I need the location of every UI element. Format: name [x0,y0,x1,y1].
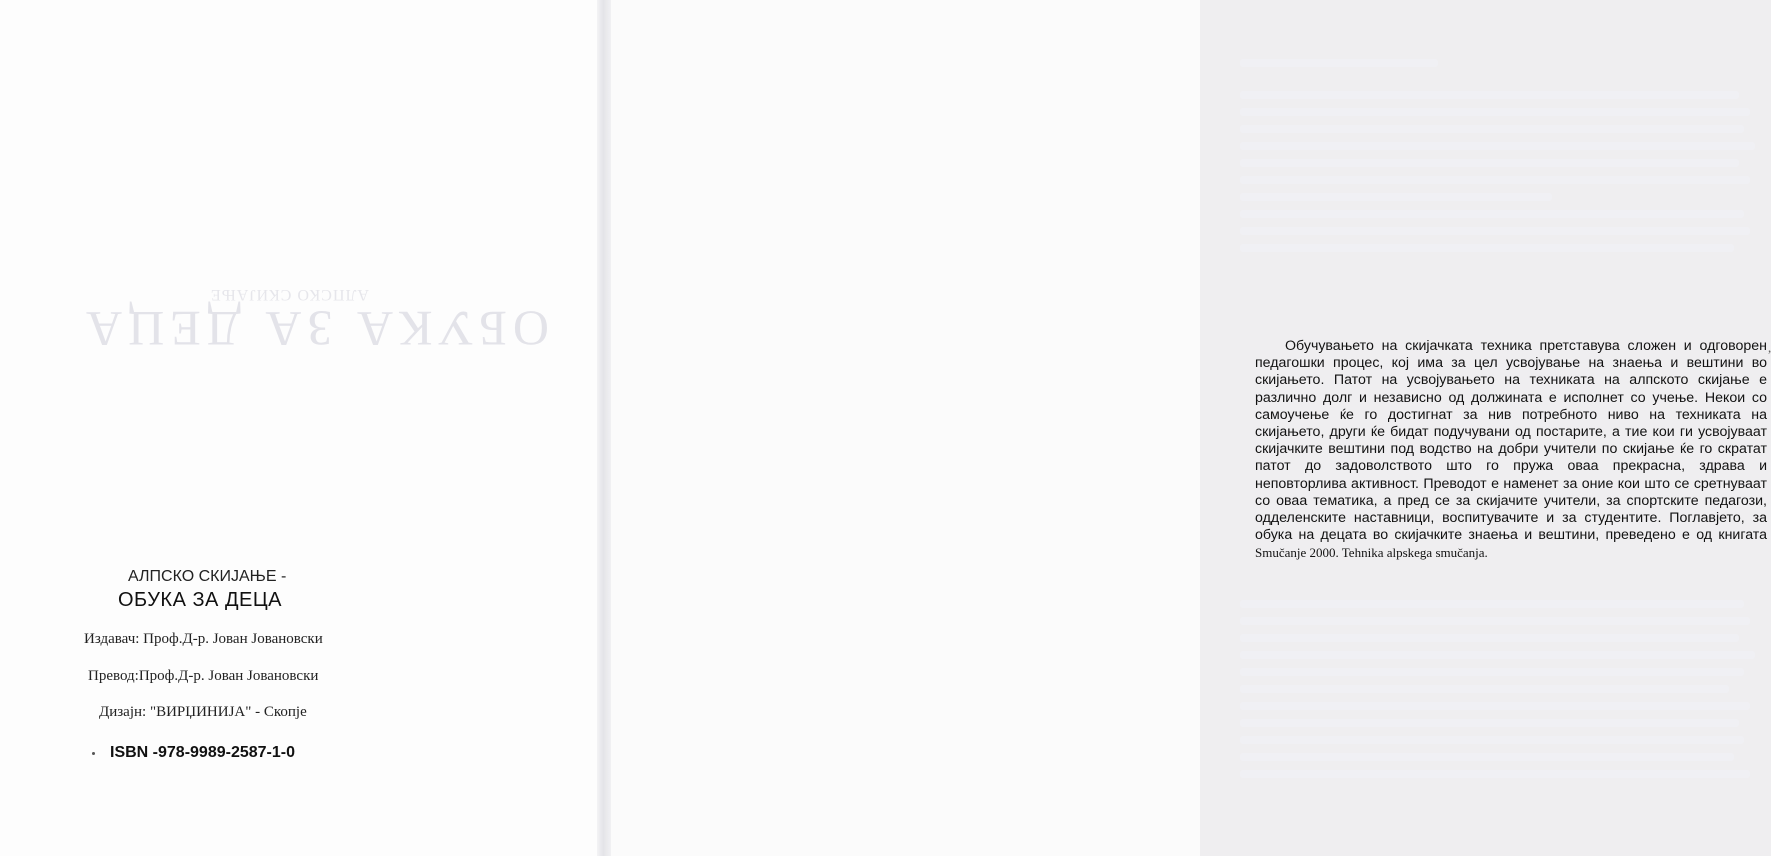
bullet-mark [92,752,95,755]
design-credit: Дизајн: "ВИРЏИНИЈА" - Скопје [99,704,307,720]
preface-main-text: Обучувањето на скијачката техника претставува сложен и одговорен педагошки процес, кој има за цел усвојување на знаења и вештини во скијањето. Патот на усвојувањето на техниката на алпското скијање е различно долг и независно од должината е исполнет со учење. Некои со самоучење ќе го достигнат за нив потребното ниво на техниката на скијањето, други ќе бидат подучувани од постарите, а тие кои ги усвојуваат скијачките вештини под водство на добри учители по скијање ќе го скратат патот до задоволството што го пружа оваа прекрасна, здрава и неповторлива активност. Преводот е наменет за оние кои што се сретнуваат со оваа тематика, а пред се за скијачите учители, за спортските педагози, одделенските наставници, воспитувачите и за студентите. Поглавјето, за обука на децата во скијачките знаења и вештини, преведено е од книгата [1255,338,1767,544]
margin-mark: , [1768,340,1771,355]
show-through-title: ОБУКА ЗА ДЕЦА [80,301,549,357]
left-page [0,0,600,856]
translation-credit: Превод:Проф.Д-р. Јован Јовановски [88,668,319,684]
book-gutter [597,0,611,856]
isbn-number: ISBN -978-9989-2587-1-0 [110,744,295,761]
publisher-credit: Издавач: Проф.Д-р. Јован Јовановски [84,631,323,647]
right-page [600,0,1771,856]
preface-paragraph [1255,338,1767,563]
book-title-line1: АЛПСКО СКИЈАЊЕ - [128,568,287,585]
preface-source-title: Smučanje 2000. Tehnika alpskega smučanja. [1255,545,1488,561]
show-through-subtitle: АЛПСКО СКИЈАЊЕ [210,286,369,303]
book-title-line2: ОБУКА ЗА ДЕЦА [118,589,282,611]
